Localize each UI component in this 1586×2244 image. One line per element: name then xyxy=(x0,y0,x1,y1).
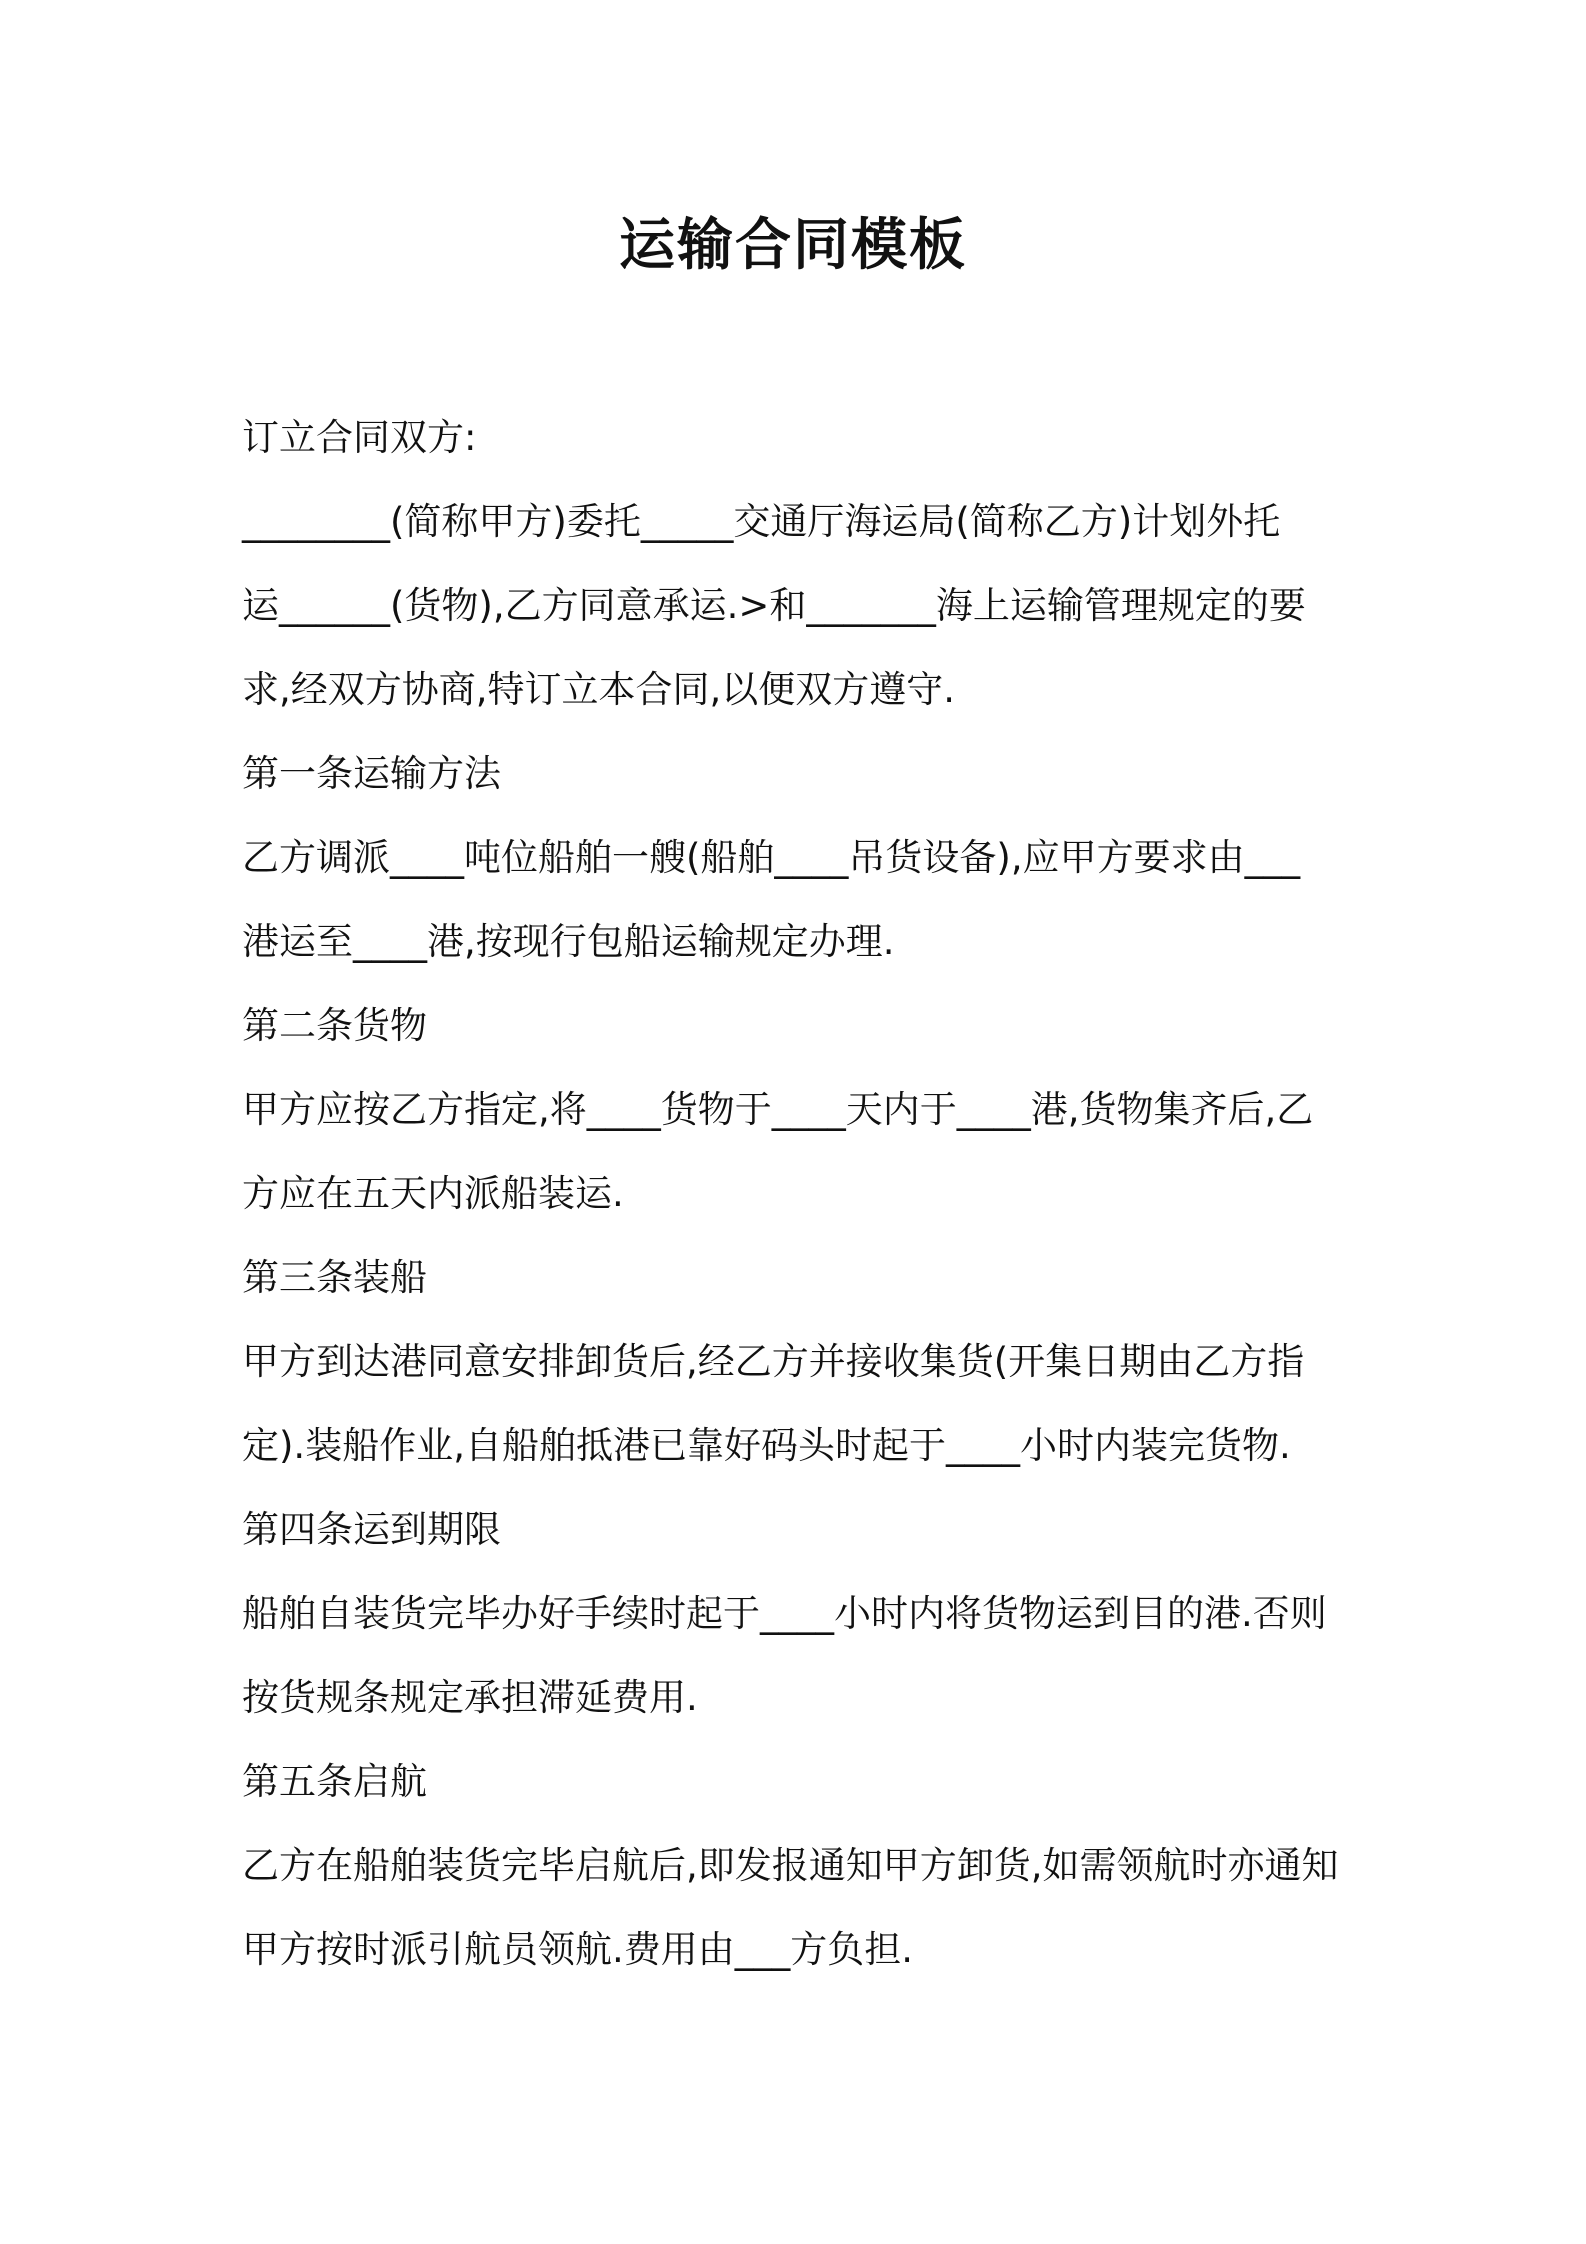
paragraph-line: 运______(货物),乙方同意承运.>和_______海上运输管理规定的要 xyxy=(242,584,1306,627)
paragraph-line: 甲方按时派引航员领航.费用由___方负担. xyxy=(242,1928,914,1971)
document-body xyxy=(242,396,1362,1992)
article-1-heading: 第一条运输方法 xyxy=(242,752,501,795)
article-5-heading: 第五条启航 xyxy=(242,1760,427,1803)
paragraph-line: 甲方到达港同意安排卸货后,经乙方并接收集货(开集日期由乙方指 xyxy=(242,1340,1305,1383)
article-2-heading: 第二条货物 xyxy=(242,1004,427,1047)
paragraph-line: 方应在五天内派船装运. xyxy=(242,1172,624,1215)
paragraph-line: 港运至____港,按现行包船运输规定办理. xyxy=(242,920,895,963)
paragraph-line: 甲方应按乙方指定,将____货物于____天内于____港,货物集齐后,乙 xyxy=(242,1088,1314,1131)
article-3-heading: 第三条装船 xyxy=(242,1256,427,1299)
paragraph-line: 乙方在船舶装货完毕启航后,即发报通知甲方卸货,如需领航时亦通知 xyxy=(242,1844,1339,1887)
document-title: 运输合同模板 xyxy=(619,213,967,278)
paragraph-line: 船舶自装货完毕办好手续时起于____小时内将货物运到目的港.否则 xyxy=(242,1592,1327,1635)
paragraph-line: ________(简称甲方)委托_____交通厅海运局(简称乙方)计划外托 xyxy=(242,500,1281,543)
paragraph-line: 求,经双方协商,特订立本合同,以便双方遵守. xyxy=(242,668,956,711)
paragraph-line: 按货规条规定承担滞延费用. xyxy=(242,1676,698,1719)
paragraph-line: 定).装船作业,自船舶抵港已靠好码头时起于____小时内装完货物. xyxy=(242,1424,1291,1467)
paragraph-line: 乙方调派____吨位船舶一艘(船舶____吊货设备),应甲方要求由___ xyxy=(242,836,1301,879)
parties-heading: 订立合同双方: xyxy=(242,416,477,459)
article-4-heading: 第四条运到期限 xyxy=(242,1508,501,1551)
